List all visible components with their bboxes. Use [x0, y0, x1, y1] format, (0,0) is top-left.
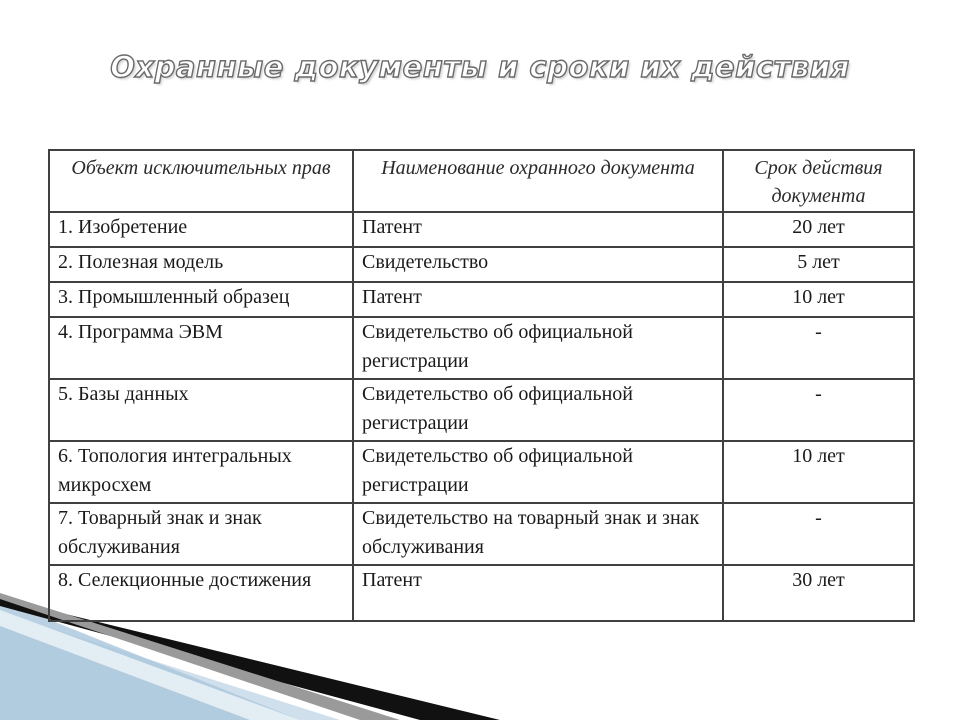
cell-document: Свидетельство об официальной регистрации — [353, 317, 723, 379]
cell-document: Патент — [353, 282, 723, 317]
cell-document: Свидетельство об официальной регистрации — [353, 379, 723, 441]
table-row — [49, 379, 914, 441]
table-row — [49, 247, 914, 282]
table-row — [49, 565, 914, 621]
table-header-row — [49, 150, 914, 212]
cell-term: 10 лет — [723, 441, 914, 503]
cell-document: Свидетельство на товарный знак и знак обслуживания — [353, 503, 723, 565]
cell-object: 7. Товарный знак и знак обслуживания — [49, 503, 353, 565]
header-term: Срок действия документа — [723, 150, 914, 212]
cell-object: 4. Программа ЭВМ — [49, 317, 353, 379]
cell-object — [49, 565, 353, 621]
cell-document: Патент — [353, 212, 723, 247]
table-row — [49, 317, 914, 379]
cell-object: 2. Полезная модель — [49, 247, 353, 282]
cell-document: Патент — [353, 565, 723, 621]
cell-object-text: 8. Селекционные достижения — [58, 569, 312, 591]
cell-object: 3. Промышленный образец — [49, 282, 353, 317]
table-row — [49, 441, 914, 503]
cell-term: 30 лет — [723, 565, 914, 621]
cell-document: Свидетельство об официальной регистрации — [353, 441, 723, 503]
cell-object: 1. Изобретение — [49, 212, 353, 247]
slide-title: Охранные документы и сроки их действия — [110, 50, 850, 84]
cell-object: 5. Базы данных — [49, 379, 353, 441]
cell-term: - — [723, 503, 914, 565]
header-document: Наименование охранного документа — [353, 150, 723, 212]
cell-term: 20 лет — [723, 212, 914, 247]
cell-term: - — [723, 379, 914, 441]
cell-document: Свидетельство — [353, 247, 723, 282]
protection-documents-table — [48, 149, 915, 622]
cell-term: 5 лет — [723, 247, 914, 282]
cell-term: 10 лет — [723, 282, 914, 317]
table-row — [49, 282, 914, 317]
table-row — [49, 503, 914, 565]
cell-object: 6. Топология интегральных микросхем — [49, 441, 353, 503]
table-row — [49, 212, 914, 247]
header-object: Объект исключительных прав — [49, 150, 353, 212]
cell-term: - — [723, 317, 914, 379]
